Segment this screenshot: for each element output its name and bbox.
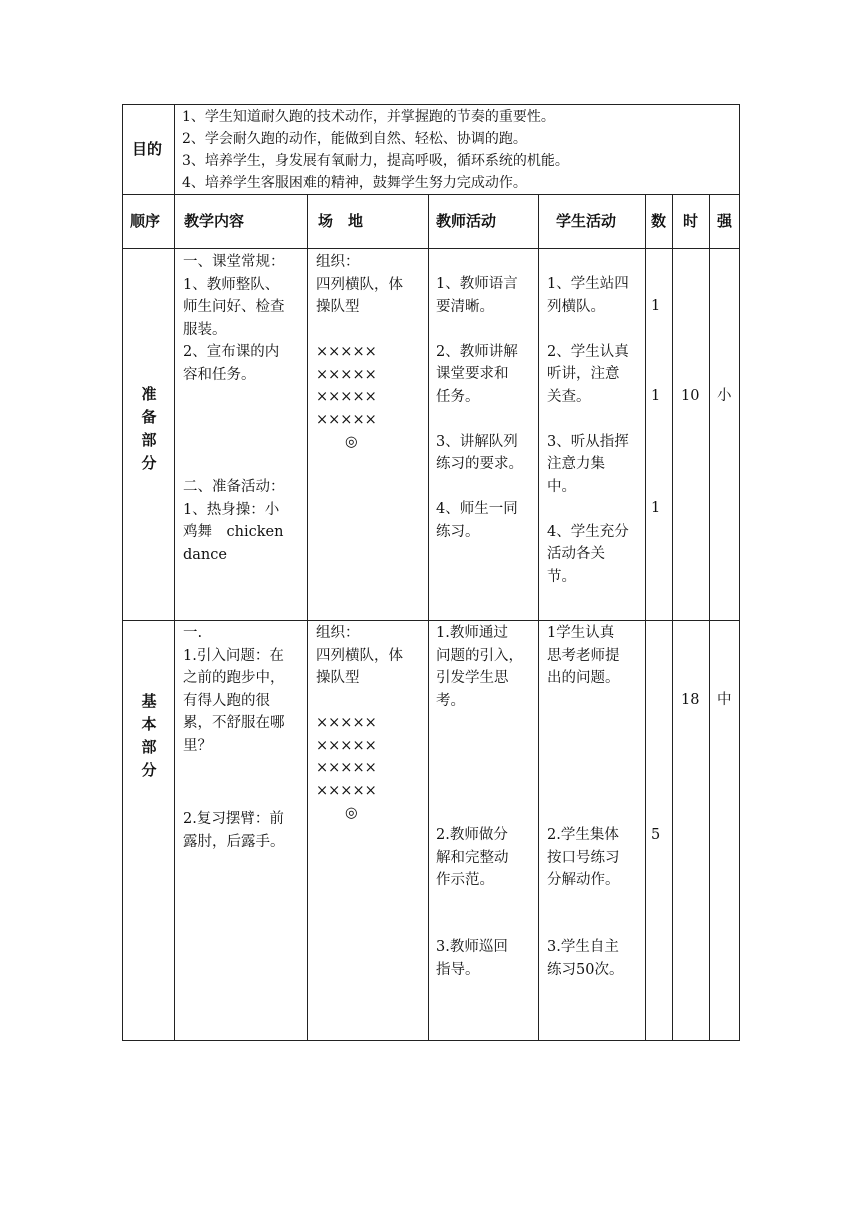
- objective-4: 4、培养学生客服困难的精神，鼓舞学生努力完成动作。: [182, 175, 527, 191]
- main-intensity: 中: [717, 692, 732, 708]
- section-main-label: 基 本 部 分: [141, 692, 157, 779]
- main-student-activity-3: 3.学生自主 练习50次。: [547, 939, 624, 978]
- main-student-activity-2: 2.学生集体 按口号练习 分解动作。: [547, 827, 620, 888]
- main-teacher-activity-2: 2.教师做分 解和完整动 作示范。: [436, 827, 509, 888]
- col-header-venue: 场 地: [318, 212, 364, 230]
- prep-content-warmup: 二、准备活动： 1、热身操：小 鸡舞 chicken dance: [183, 479, 285, 563]
- col-header-teacher: 教师活动: [436, 212, 497, 230]
- main-teacher-activity-3: 3.教师巡回 指导。: [436, 939, 508, 978]
- main-count: 5: [651, 827, 661, 843]
- objective-label: 目的: [132, 140, 163, 158]
- main-student-activity-1: 1学生认真 思考老师提 出的问题。: [547, 625, 620, 686]
- main-content-question: 一. 1.引入问题：在 之前的跑步中， 有得人跑的很 累，不舒服在哪 里？: [183, 625, 285, 754]
- main-content-arm-swing: 2.复习摆臂：前 露肘，后露手。: [183, 811, 285, 850]
- main-time: 18: [681, 692, 700, 708]
- col-header-time: 时: [683, 212, 699, 230]
- col-header-intensity: 强: [717, 212, 733, 230]
- prep-venue: 组织： 四列横队，体 操队型 ××××× ××××× ××××× ××××× ◎: [316, 254, 403, 450]
- col-header-count: 数: [651, 212, 667, 230]
- objective-3: 3、培养学生，身发展有氧耐力，提高呼吸，循环系统的机能。: [182, 153, 569, 169]
- objective-2: 2、学会耐久跑的动作，能做到自然、轻松、协调的跑。: [182, 131, 527, 147]
- main-venue: 组织： 四列横队，体 操队型 ××××× ××××× ××××× ××××× ◎: [316, 625, 403, 821]
- prep-teacher-activity: 1、教师语言 要清晰。 2、教师讲解 课堂要求和 任务。 3、讲解队列 练习的要求。 4、师生一同 练习。: [436, 276, 523, 540]
- col-header-content: 教学内容: [184, 212, 245, 230]
- objective-1: 1、学生知道耐久跑的技术动作，并掌握跑的节奏的重要性。: [182, 109, 555, 125]
- prep-intensity: 小: [717, 388, 732, 404]
- prep-count-1: 1: [651, 298, 661, 314]
- prep-count-3: 1: [651, 500, 661, 516]
- prep-time: 10: [681, 388, 700, 404]
- col-header-student: 学生活动: [556, 212, 617, 230]
- col-header-order: 顺序: [130, 212, 161, 230]
- section-prep-label: 准 备 部 分: [141, 385, 157, 472]
- prep-student-activity: 1、学生站四 列横队。 2、学生认真 听讲，注意 关查。 3、听从指挥 注意力集 中。 4、学生充分 活动各关 节。: [547, 276, 629, 585]
- prep-count-2: 1: [651, 388, 661, 404]
- main-teacher-activity-1: 1.教师通过 问题的引入， 引发学生思 考。: [436, 625, 523, 709]
- prep-content-routine: 一、课堂常规： 1、教师整队、 师生问好、检查 服装。 2、宣布课的内 容和任务。: [183, 254, 285, 383]
